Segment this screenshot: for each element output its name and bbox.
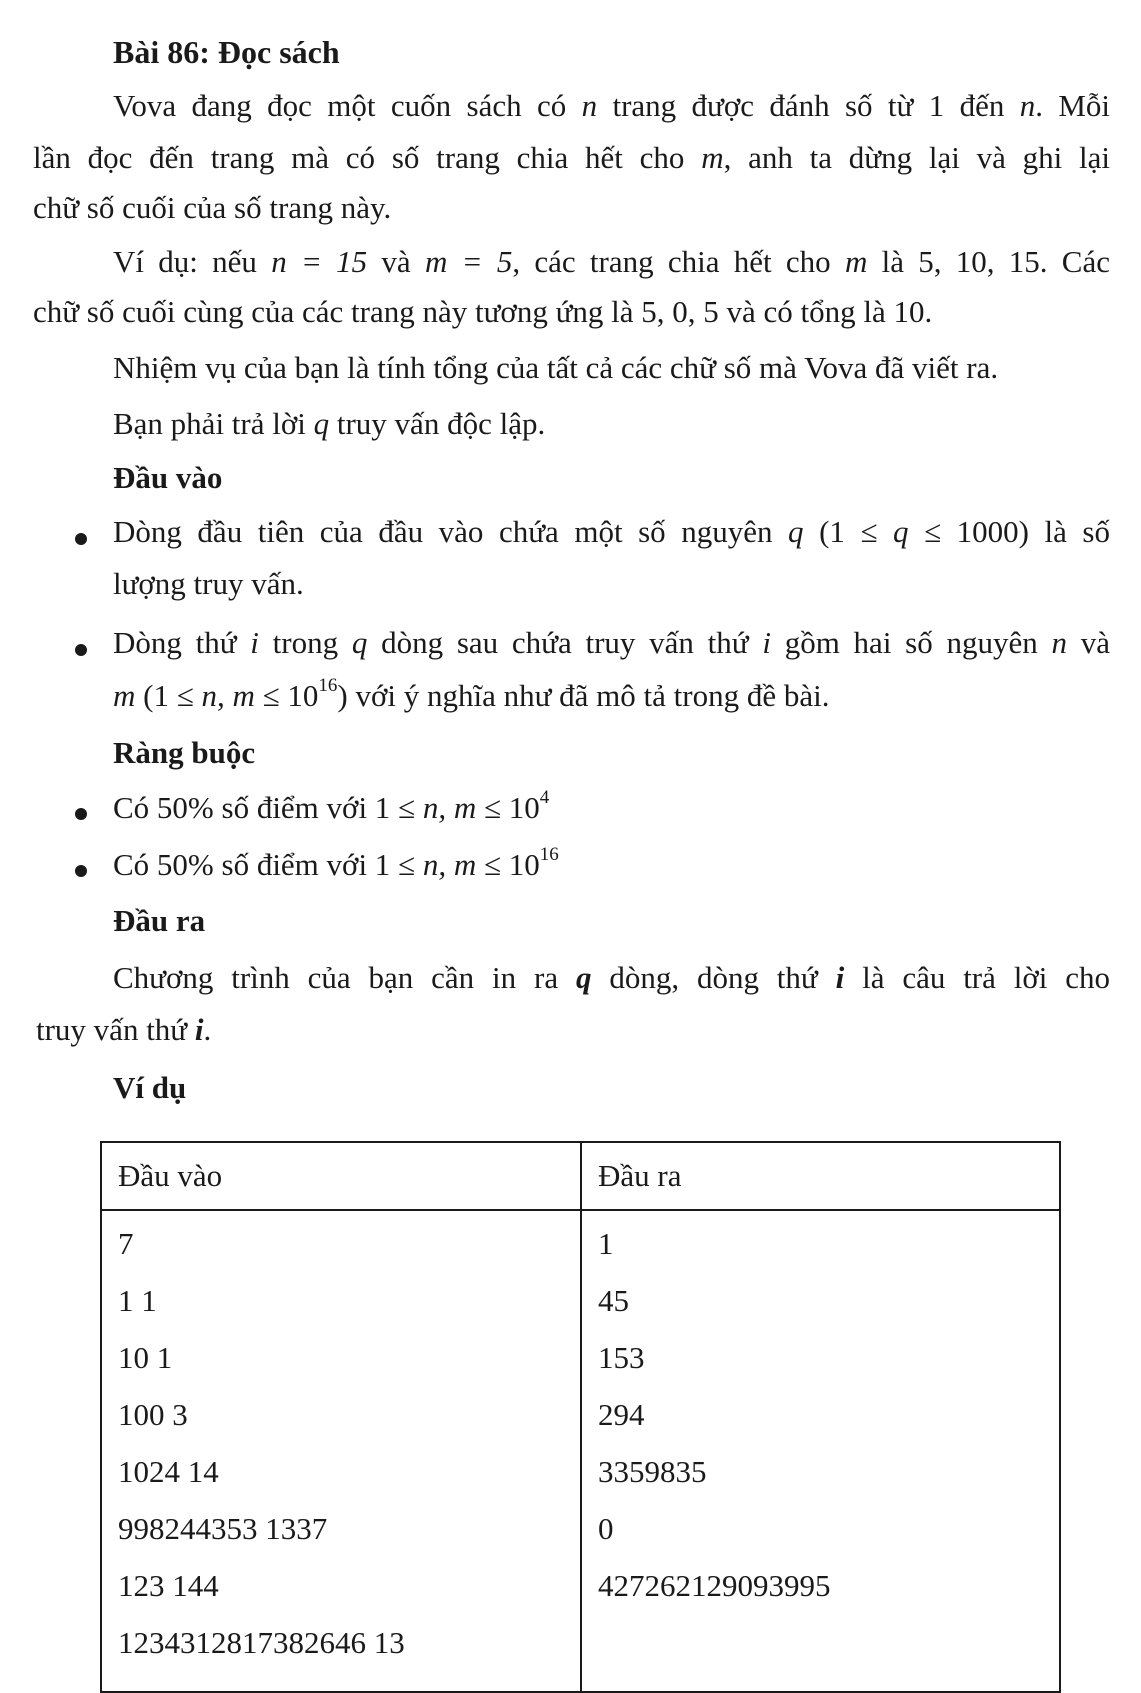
- input-heading: Đầu vào: [113, 460, 223, 495]
- problem-title: Bài 86: Đọc sách: [113, 34, 340, 70]
- input-line: 7: [118, 1226, 134, 1261]
- text: Bạn phải trả lời: [113, 406, 314, 441]
- text: Có 50% số điểm với 1 ≤: [113, 790, 423, 825]
- var-m: m: [113, 678, 136, 713]
- var-n: n: [1019, 88, 1036, 123]
- text: .: [203, 1012, 212, 1047]
- var-n-value: n = 15: [271, 244, 368, 279]
- text: truy vấn thứ: [36, 1012, 195, 1047]
- text: trong: [258, 625, 352, 660]
- output-line-1: [113, 960, 1110, 996]
- bullet-icon: [75, 865, 87, 877]
- output-heading: Đầu ra: [113, 903, 206, 938]
- var-m-value: m = 5: [424, 244, 513, 279]
- example-heading: Ví dụ: [113, 1070, 187, 1105]
- var-q: q: [351, 625, 368, 660]
- queries-line: [113, 406, 545, 442]
- input-item-2-line-1: [113, 625, 1110, 661]
- intro-line-3: chữ số cuối của số trang này.: [33, 190, 392, 225]
- text: , anh ta dừng lại và ghi lại: [723, 140, 1110, 175]
- input-item-1-line-1: [113, 514, 1110, 550]
- input-line: 123 144: [118, 1568, 219, 1603]
- output-line-2: [36, 1012, 211, 1048]
- output-line: 294: [598, 1397, 645, 1432]
- input-column: [101, 1210, 581, 1692]
- output-column: [581, 1210, 1060, 1692]
- exponent: 16: [539, 843, 559, 865]
- var-q: q: [313, 406, 330, 441]
- text: ) với ý nghĩa như đã mô tả trong đề bài.: [337, 678, 830, 713]
- output-line: 427262129093995: [598, 1568, 831, 1603]
- output-line: 1: [598, 1226, 614, 1261]
- var-n: n: [581, 88, 598, 123]
- var-i: i: [250, 625, 259, 660]
- input-line: 1234312817382646 13: [118, 1625, 405, 1660]
- text: Vova đang đọc một cuốn sách có: [113, 88, 582, 123]
- var-i: i: [762, 625, 771, 660]
- constraint-1: [113, 786, 550, 826]
- text: lần đọc đến trang mà có số trang chia hết cho: [33, 140, 702, 175]
- table-row: [101, 1210, 1060, 1692]
- example-text-line-2: chữ số cuối cùng của các trang này tương ứng là 5, 0, 5 và có tổng là 10.: [33, 294, 933, 329]
- input-line: 100 3: [118, 1397, 188, 1432]
- text: ≤ 10: [476, 790, 540, 825]
- text: và: [1066, 625, 1110, 660]
- table-header-output: Đầu ra: [581, 1142, 1060, 1210]
- input-line: 10 1: [118, 1340, 173, 1375]
- text: dòng, dòng thứ: [591, 960, 836, 995]
- text: Có 50% số điểm với 1 ≤: [113, 847, 423, 882]
- text: . Mỗi: [1035, 88, 1110, 123]
- table-header-row: [101, 1142, 1060, 1210]
- exponent: 16: [318, 674, 338, 696]
- task-line: Nhiệm vụ của bạn là tính tổng của tất cả các chữ số mà Vova đã viết ra.: [113, 350, 999, 385]
- table-header-input: Đầu vào: [101, 1142, 581, 1210]
- text: truy vấn độc lập.: [329, 406, 546, 441]
- text: Ví dụ: nếu: [113, 244, 272, 279]
- text: dòng sau chứa truy vấn thứ: [367, 625, 763, 660]
- intro-line-1: [113, 88, 1110, 124]
- text: và: [367, 244, 425, 279]
- exponent: 4: [539, 786, 550, 808]
- output-line: 0: [598, 1511, 614, 1546]
- intro-line-2: [33, 140, 1110, 176]
- example-table: [100, 1141, 1061, 1693]
- text: , các trang chia hết cho: [512, 244, 845, 279]
- var-m: m: [844, 244, 868, 279]
- input-line: 1024 14: [118, 1454, 219, 1489]
- text: ≤ 10: [254, 678, 319, 713]
- bullet-icon: [75, 644, 87, 656]
- input-line: 998244353 1337: [118, 1511, 328, 1546]
- text: ≤ 1000) là số: [908, 514, 1110, 549]
- output-line: 45: [598, 1283, 629, 1318]
- input-line: 1 1: [118, 1283, 157, 1318]
- var-q: q: [788, 514, 804, 549]
- input-item-2-line-2: [113, 674, 830, 714]
- var-q: q: [893, 514, 909, 549]
- var-n-m: n, m: [201, 678, 255, 713]
- text: (1 ≤: [135, 678, 202, 713]
- var-i: i: [835, 960, 845, 995]
- example-text-line-1: [113, 244, 1110, 280]
- bullet-icon: [75, 533, 87, 545]
- bullet-icon: [75, 808, 87, 820]
- constraint-2: [113, 843, 559, 883]
- var-n-m: n, m: [422, 790, 477, 825]
- var-i: i: [194, 1012, 204, 1047]
- var-n: n: [1051, 625, 1067, 660]
- text: (1 ≤: [803, 514, 894, 549]
- constraints-heading: Ràng buộc: [113, 735, 256, 770]
- var-n-m: n, m: [422, 847, 477, 882]
- text: là câu trả lời cho: [844, 960, 1110, 995]
- text: Dòng đầu tiên của đầu vào chứa một số nguyên: [113, 514, 789, 549]
- text: gồm hai số nguyên: [770, 625, 1052, 660]
- var-m: m: [701, 140, 724, 175]
- output-line: 153: [598, 1340, 645, 1375]
- text: Chương trình của bạn cần in ra: [113, 960, 576, 995]
- text: trang được đánh số từ 1 đến: [597, 88, 1020, 123]
- input-item-1-line-2: lượng truy vấn.: [113, 566, 304, 601]
- var-q: q: [575, 960, 592, 995]
- text: Dòng thứ: [113, 625, 251, 660]
- output-line: 3359835: [598, 1454, 707, 1489]
- text: là 5, 10, 15. Các: [867, 244, 1110, 279]
- text: ≤ 10: [476, 847, 540, 882]
